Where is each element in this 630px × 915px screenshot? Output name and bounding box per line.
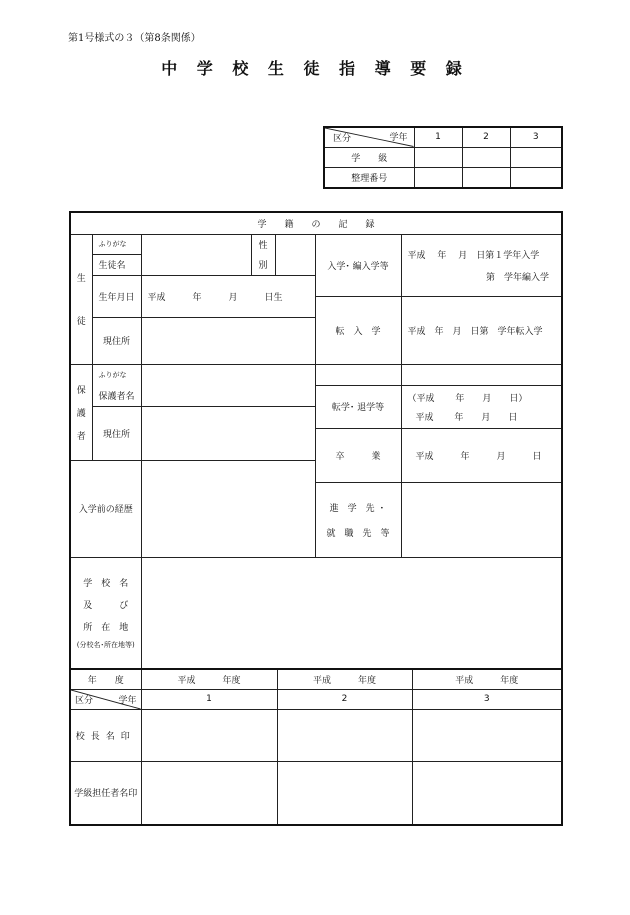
yearly-gakunen-label: 学年 — [118, 695, 137, 706]
year-label: 年 度 — [70, 669, 141, 689]
transfer-out-line-2: 平成 年 月 日 — [415, 412, 518, 423]
registry-heading: 学 籍 の 記 録 — [70, 212, 562, 234]
year-2[interactable]: 平成 年度 — [277, 669, 412, 689]
school-name-cell[interactable] — [141, 557, 562, 669]
guardian-name-label: 保護者名 — [92, 385, 141, 406]
transfer-in-extra — [315, 364, 401, 385]
sex-cell[interactable] — [275, 234, 315, 275]
transfer-out-line-1: （平成 年 月 日） — [407, 393, 528, 404]
principal-cell-3[interactable] — [412, 709, 562, 761]
entry-line-1: 平成 年 月 日第１学年入学 — [407, 250, 540, 261]
furigana-label: ふりがな — [92, 234, 141, 254]
guardian-address-cell[interactable] — [141, 406, 315, 460]
class-label: 学 級 — [324, 147, 414, 167]
number-cell-3[interactable] — [510, 167, 562, 188]
address-label: 現住所 — [92, 317, 141, 364]
principal-cell-2[interactable] — [277, 709, 412, 761]
principal-label: 校長名印 — [70, 709, 141, 761]
entry-line-2: 第 学年編入学 — [486, 272, 550, 283]
grade-3-header: 3 — [510, 127, 562, 147]
grade-class-box — [323, 126, 563, 189]
grade-2-header: 2 — [462, 127, 510, 147]
school-name-label: 学 校 名 及 び 所 在 地 (分校名･所在地等) — [70, 557, 141, 669]
address-cell[interactable] — [141, 317, 315, 364]
year-3[interactable]: 平成 年度 — [412, 669, 562, 689]
sex-label-a: 性 — [251, 234, 275, 254]
page-title: 中 学 校 生 徒 指 導 要 録 — [161, 59, 469, 78]
student-side-label: 生 徒 — [70, 234, 92, 364]
prior-history-cell[interactable] — [141, 460, 315, 557]
year-1[interactable]: 平成 年度 — [141, 669, 277, 689]
destination-label: 進 学 先 ・ 就 職 先 等 — [315, 482, 401, 557]
transfer-out-value[interactable] — [401, 385, 562, 428]
form-number: 第1号様式の３（第8条関係） — [68, 33, 201, 44]
birth-label: 生年月日 — [92, 275, 141, 317]
teacher-cell-3[interactable] — [412, 761, 562, 825]
transfer-in-label: 転 入 学 — [315, 296, 401, 364]
guardian-furigana-label: ふりがな — [92, 364, 141, 385]
graduation-value[interactable]: 平成 年 月 日 — [401, 428, 562, 482]
yearly-table — [69, 668, 563, 826]
principal-cell-1[interactable] — [141, 709, 277, 761]
kubun-gakunen-cell — [324, 127, 414, 147]
transfer-out-label: 転学･ 退学等 — [315, 385, 401, 428]
guardian-side-label: 保 護 者 — [70, 364, 92, 460]
yearly-kubun-cell — [70, 689, 141, 709]
birth-value[interactable]: 平成 年 月 日生 — [141, 275, 315, 317]
yearly-grade-3: 3 — [412, 689, 562, 709]
student-name-label: 生徒名 — [92, 254, 141, 275]
yearly-kubun-label: 区分 — [75, 695, 94, 706]
destination-cell[interactable] — [401, 482, 562, 557]
class-cell-2[interactable] — [462, 147, 510, 167]
yearly-grade-1: 1 — [141, 689, 277, 709]
number-cell-1[interactable] — [414, 167, 462, 188]
number-cell-2[interactable] — [462, 167, 510, 188]
entry-value — [401, 234, 562, 296]
student-name-cell[interactable] — [141, 234, 251, 275]
registry-table — [69, 211, 563, 670]
yearly-grade-2: 2 — [277, 689, 412, 709]
gakunen-label: 学年 — [389, 133, 408, 143]
graduation-label: 卒 業 — [315, 428, 401, 482]
teacher-cell-1[interactable] — [141, 761, 277, 825]
prior-history-label: 入学前の経歴 — [70, 460, 141, 557]
kubun-label: 区分 — [333, 133, 352, 144]
teacher-label: 学級担任者名印 — [70, 761, 141, 825]
grade-1-header: 1 — [414, 127, 462, 147]
transfer-in-extra-value — [401, 364, 562, 385]
entry-label: 入学･ 編入学等 — [315, 234, 401, 296]
sex-label-b: 別 — [251, 254, 275, 275]
guardian-name-cell[interactable] — [141, 364, 315, 406]
teacher-cell-2[interactable] — [277, 761, 412, 825]
number-label: 整理番号 — [324, 167, 414, 188]
transfer-in-value[interactable]: 平成 年 月 日第 学年転入学 — [401, 296, 562, 364]
guardian-address-label: 現住所 — [92, 406, 141, 460]
class-cell-1[interactable] — [414, 147, 462, 167]
class-cell-3[interactable] — [510, 147, 562, 167]
